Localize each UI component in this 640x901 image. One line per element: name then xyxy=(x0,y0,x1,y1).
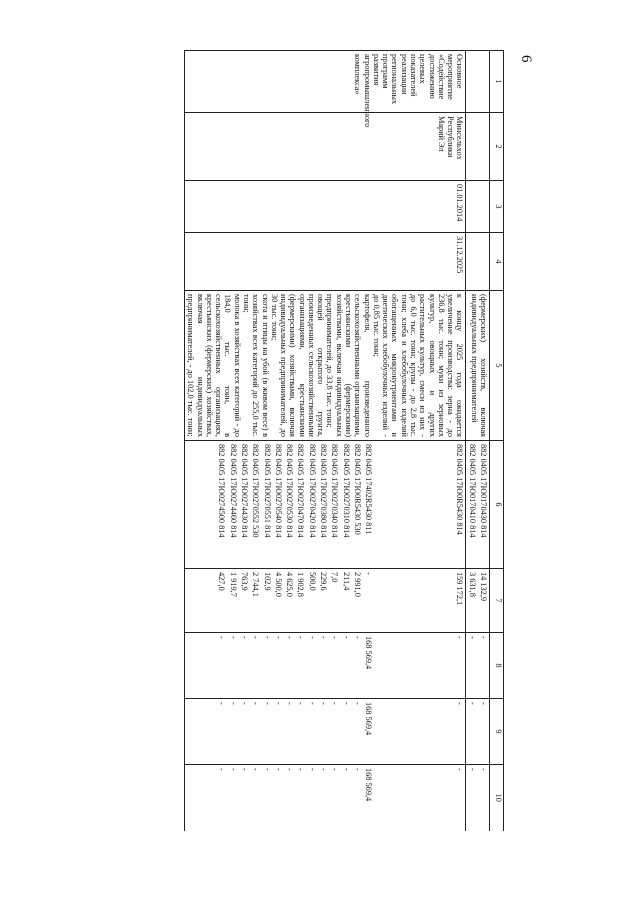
table-row-continuation xyxy=(466,51,490,831)
amount-value: - xyxy=(467,702,477,705)
budget-code: 882 0405 17Ю0270540 814 xyxy=(273,444,283,538)
amount-value: 168 569,4 xyxy=(364,636,374,670)
amount-value: - xyxy=(455,702,465,705)
col-header-7: 7 xyxy=(490,569,504,633)
result-text: (фермерских) хозяйств, включая индивидуальных предпринимателей xyxy=(469,294,488,437)
amount-value: - xyxy=(251,768,261,771)
amount-value: - xyxy=(479,636,488,639)
amount-value: - xyxy=(479,702,488,705)
col-header-1: 1 xyxy=(490,51,504,113)
amount-value: - xyxy=(364,572,374,575)
amount-value: - xyxy=(296,702,306,705)
program-measures-table xyxy=(184,50,504,831)
amount-value: 763,9 xyxy=(240,572,250,591)
col-header-6: 6 xyxy=(490,441,504,569)
expected-results-cell xyxy=(466,291,490,441)
amount-value: - xyxy=(330,702,340,705)
amount-value: - xyxy=(262,768,272,771)
result-text: молока в хозяйствах всех категорий - до 184,0 тыс. тонн, в сельскохозяйственных организациях, крестьянских (фермерских) хозяйствах, включая индивидуальных предпринимателей, - до 102,0 тыс. тонн; xyxy=(186,294,242,437)
amount-value: 168 569,4 xyxy=(364,702,374,736)
amount-value: 7,0 xyxy=(330,572,340,583)
amount-value: - xyxy=(319,636,329,639)
amount-value: - xyxy=(240,768,250,771)
amount-value: 229,6 xyxy=(319,572,329,591)
result-text: к концу 2025 года ожидается увеличение производства: зерна - до 236,8 тыс. тонн; муки из зерновых культур, овощных и других растительных культур, смеси из них - до 6,0 тыс. тонн; крупы - до 2,8 тыс. тонн; хлеба и хлебобулочных изделий обогащенных микронутриентами и диетических хлебобулочных изделий - до 0,85 тыс. тонн; xyxy=(371,294,465,437)
amount-value: - xyxy=(330,768,340,771)
budget-code: 882 0405 17Ю0274500 814 xyxy=(217,444,227,538)
cell-empty xyxy=(466,233,490,291)
cell-empty xyxy=(466,181,490,233)
col-header-5: 5 xyxy=(490,291,504,441)
amount-value: 168 569,4 xyxy=(364,768,374,802)
amount-cell-col8 xyxy=(185,633,466,699)
budget-code: 882 0405 17Ю0270380 814 xyxy=(319,444,329,538)
amount-value: 4 625,0 xyxy=(285,572,295,597)
amount-value: - xyxy=(341,636,351,639)
amount-value: 211,4 xyxy=(341,572,351,591)
column-number-row xyxy=(490,51,504,831)
amount-value: 14 132,9 xyxy=(479,572,488,602)
col-header-8: 8 xyxy=(490,633,504,699)
amount-value: - xyxy=(273,702,283,705)
amount-value: - xyxy=(217,702,227,705)
amount-value: 2 991,0 xyxy=(352,572,362,597)
amount-value: - xyxy=(467,636,477,639)
budget-code: 882 0405 17Ю0170410 814 xyxy=(467,444,477,538)
amount-value: - xyxy=(217,636,227,639)
amount-value: - xyxy=(307,702,317,705)
budget-code: 882 0405 17Ю0R5430 530 xyxy=(352,444,362,535)
budget-code-cell xyxy=(466,441,490,569)
budget-code: 882 0405 17Ю0270530 814 xyxy=(285,444,295,538)
amount-value: - xyxy=(455,768,465,771)
amount-value: - xyxy=(319,702,329,705)
amount-value: - xyxy=(455,636,465,639)
amount-value: - xyxy=(273,636,283,639)
amount-value: - xyxy=(296,768,306,771)
amount-cell-col8 xyxy=(466,633,490,699)
amount-cell-col9 xyxy=(185,699,466,765)
budget-code: 882 0405 17Ю0270420 814 xyxy=(307,444,317,538)
start-date-cell: 01.01.2014 xyxy=(185,181,466,233)
amount-value: - xyxy=(307,636,317,639)
amount-value: - xyxy=(262,702,272,705)
page-number: 6 xyxy=(518,55,534,63)
budget-code: 882 0405 17Ю0274460 814 xyxy=(228,444,238,538)
result-text: овощей открытого грунта, произведенных сельскохозяйственными организациями, крестьянскими (фермерскими) хозяйствами, включая индивидуальных предпринимателей, до 30 тыс. тонн; xyxy=(269,294,326,437)
col-header-9: 9 xyxy=(490,699,504,765)
result-text: скота и птицы на убой (в живом весе) в хозяйствах всех категорий до 255,0 тыс. тонн; xyxy=(241,294,270,437)
amount-value: - xyxy=(240,636,250,639)
end-date-cell: 31.12.2025 xyxy=(185,233,466,291)
amount-value: 2 744,1 xyxy=(251,572,261,597)
budget-code-cell xyxy=(185,441,466,569)
amount-value: - xyxy=(217,768,227,771)
amount-value: - xyxy=(228,636,238,639)
table-row-main-measure xyxy=(185,51,466,831)
amount-value: - xyxy=(273,768,283,771)
col-header-3: 3 xyxy=(490,181,504,233)
amount-value: - xyxy=(479,768,488,771)
amount-value: - xyxy=(228,702,238,705)
amount-value: - xyxy=(285,768,295,771)
amount-value: - xyxy=(285,636,295,639)
budget-code: 882 0405 17Ю0170430 814 xyxy=(479,444,488,538)
budget-code: 882 0405 17Ю0274430 814 xyxy=(240,444,250,538)
amount-value: - xyxy=(467,768,477,771)
budget-code: 882 0405 17Ю0270310 814 xyxy=(341,444,351,538)
budget-code: 882 0405 17Ю0R5430 814 xyxy=(455,444,465,535)
cell-empty xyxy=(466,51,490,113)
budget-code: 882 0405 17402R5430 811 xyxy=(364,444,374,535)
amount-cell-col9 xyxy=(466,699,490,765)
amount-value: - xyxy=(296,636,306,639)
amount-cell-col10 xyxy=(466,765,490,831)
amount-value: - xyxy=(341,702,351,705)
amount-value: 427,0 xyxy=(217,572,227,591)
budget-code: 882 0405 17Ю0270551 814 xyxy=(262,444,272,538)
amount-value: - xyxy=(319,768,329,771)
amount-value: 4 500,0 xyxy=(273,572,283,597)
amount-value: - xyxy=(352,636,362,639)
amount-value: 3 631,8 xyxy=(467,572,477,597)
amount-value: - xyxy=(251,702,261,705)
amount-cell-col7 xyxy=(185,569,466,633)
amount-value: 1 919,7 xyxy=(228,572,238,597)
budget-code: 882 0405 17Ю0270552 530 xyxy=(251,444,261,538)
budget-code: 882 0405 17Ю0270340 814 xyxy=(330,444,340,538)
executor-cell: Минсельхоз Республики Марий Эл xyxy=(185,113,466,181)
amount-value: - xyxy=(262,636,272,639)
budget-code: 882 0405 17Ю0270470 814 xyxy=(296,444,306,538)
amount-value: 500,0 xyxy=(307,572,317,591)
amount-value: - xyxy=(240,702,250,705)
col-header-4: 4 xyxy=(490,233,504,291)
amount-value: 102,9 xyxy=(262,572,272,591)
amount-cell-col10 xyxy=(185,765,466,831)
amount-value: 1 902,8 xyxy=(296,572,306,597)
col-header-10: 10 xyxy=(490,765,504,831)
amount-value: - xyxy=(228,768,238,771)
amount-cell-col7 xyxy=(466,569,490,633)
amount-value: - xyxy=(251,636,261,639)
cell-empty xyxy=(466,113,490,181)
amount-value: 159 172,1 xyxy=(455,572,465,606)
amount-value: - xyxy=(330,636,340,639)
amount-value: - xyxy=(285,702,295,705)
amount-value: - xyxy=(352,702,362,705)
amount-value: - xyxy=(341,768,351,771)
amount-value: - xyxy=(352,768,362,771)
col-header-2: 2 xyxy=(490,113,504,181)
amount-value: - xyxy=(307,768,317,771)
result-text: картофеля, произведенного сельскохозяйственными организациями, крестьянскими (фермерскими) хозяйствами, включая индивидуальных предпринимателей, до 33,8 тыс. тонн; xyxy=(325,294,372,437)
measure-name-cell: Основное мероприятие «Содействие достижению целевых показателей реализации региональных программ развития агропромышленного комплекса» xyxy=(185,51,466,113)
expected-results-cell xyxy=(185,291,466,441)
